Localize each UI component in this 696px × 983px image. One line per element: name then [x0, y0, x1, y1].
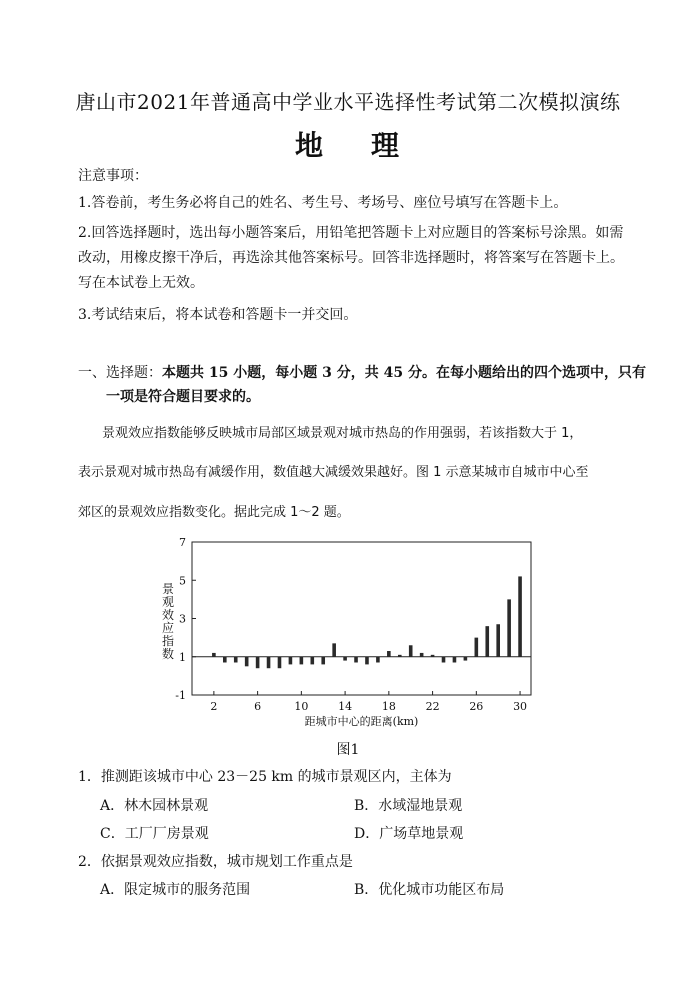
- subject-char: 地: [294, 129, 325, 162]
- chart-bar: [212, 653, 216, 657]
- chart-bar: [485, 626, 489, 657]
- chart-y-tick-label: 5: [179, 574, 186, 588]
- question-1-option-c: C．工厂厂房景观: [100, 826, 209, 842]
- notice-heading: 注意事项：: [78, 168, 148, 184]
- chart-bar: [321, 657, 325, 665]
- chart-bar: [442, 657, 446, 663]
- chart-x-tick-label: 2: [210, 700, 218, 713]
- notice-item-3: 3.考试结束后，将本试卷和答题卡一并交回。: [78, 307, 358, 323]
- chart-ylabel-char: 应: [162, 621, 175, 635]
- subject-char: 理: [371, 129, 402, 162]
- chart-frame: [192, 542, 531, 695]
- chart-x-tick-label: 22: [425, 700, 440, 713]
- chart-bar: [234, 657, 238, 663]
- chart-ylabel-char: 观: [162, 595, 175, 609]
- chart-y-tick-label: 3: [179, 612, 186, 626]
- chart-ylabel-char: 效: [162, 608, 175, 622]
- chart-y-tick-label: 7: [179, 536, 186, 549]
- subject-title: [0, 124, 696, 164]
- chart-bar: [256, 657, 260, 668]
- figure-caption: 图1: [336, 742, 360, 758]
- question-2-option-a: A．限定城市的服务范围: [100, 882, 251, 898]
- chart-bar: [310, 657, 314, 665]
- passage-line-3: 郊区的景观效应指数变化。据此完成 1～2 题。: [78, 505, 350, 520]
- chart-bar: [496, 624, 500, 657]
- notice-item-1: 1.答卷前，考生务必将自己的姓名、考生号、考场号、座位号填写在答题卡上。: [78, 195, 568, 211]
- chart-bar: [223, 657, 227, 663]
- notice-item-2-line-1: 2.回答选择题时，选出每小题答案后，用铅笔把答题卡上对应题目的答案标号涂黑。如需: [78, 225, 624, 241]
- chart-ylabel-char: 数: [162, 647, 175, 661]
- chart-bar: [464, 657, 468, 661]
- chart-bar: [267, 657, 271, 668]
- chart-bar: [365, 657, 369, 665]
- chart-bar: [343, 657, 347, 661]
- question-1-option-a: A．林木园林景观: [100, 798, 209, 814]
- chart-x-tick-label: 10: [294, 700, 309, 713]
- chart-bar: [518, 576, 522, 656]
- chart-x-tick-label: 18: [381, 700, 396, 713]
- chart-x-tick-label: 14: [338, 700, 353, 713]
- exam-title: 唐山市2021年普通高中学业水平选择性考试第二次模拟演练: [75, 90, 621, 114]
- chart-bar: [507, 599, 511, 656]
- section-instruction-cont: 一项是符合题目要求的。: [106, 389, 260, 405]
- chart-ylabel-char: 指: [162, 634, 175, 648]
- landscape-index-chart: [150, 532, 550, 764]
- chart-bar: [398, 655, 402, 657]
- question-2-option-b: B．优化城市功能区布局: [354, 882, 505, 898]
- chart-x-tick-label: 30: [513, 700, 528, 713]
- question-2-stem: 2．依据景观效应指数，城市规划工作重点是: [78, 854, 353, 870]
- chart-y-tick-label: 1: [179, 650, 186, 664]
- chart-bar: [475, 638, 479, 657]
- chart-bar: [300, 657, 304, 665]
- notice-item-2-line-2: 改动，用橡皮擦干净后，再选涂其他答案标号。回答非选择题时，将答案写在答题卡上。: [78, 250, 624, 266]
- chart-bar: [409, 645, 413, 656]
- chart-bar: [376, 657, 380, 663]
- chart-x-tick-label: 6: [254, 700, 262, 713]
- section-label: 一、选择题：: [78, 365, 162, 381]
- notice-item-2-line-3: 写在本试卷上无效。: [78, 275, 204, 291]
- chart-x-tick-label: 26: [469, 700, 484, 713]
- passage-line-2: 表示景观对城市热岛有减缓作用，数值越大减缓效果越好。图 1 示意某城市自城市中心至: [78, 465, 589, 480]
- chart-bar: [289, 657, 293, 665]
- chart-bar: [354, 657, 358, 663]
- question-1-stem: 1．推测距该城市中心 23－25 km 的城市景观区内，主体为: [78, 769, 452, 785]
- question-1-option-d: D．广场草地景观: [354, 826, 464, 842]
- chart-ylabel-char: 景: [162, 582, 175, 596]
- chart-bar: [332, 643, 336, 656]
- chart-bar: [387, 651, 391, 657]
- chart-bar: [453, 657, 457, 663]
- section-heading: [78, 362, 646, 382]
- passage-line-1: 景观效应指数能够反映城市局部区域景观对城市热岛的作用强弱，若该指数大于 1，: [102, 426, 583, 441]
- chart-x-label: 距城市中心的距离(km): [304, 715, 419, 728]
- chart-bar: [278, 657, 282, 668]
- chart-bar: [431, 655, 435, 657]
- chart-bar: [245, 657, 249, 667]
- section-instruction: 本题共 15 小题，每小题 3 分，共 45 分。在每小题给出的四个选项中，只有: [162, 365, 646, 381]
- chart-bar: [420, 653, 424, 657]
- chart-y-tick-label: -1: [175, 689, 186, 702]
- question-1-option-b: B．水域湿地景观: [354, 798, 463, 814]
